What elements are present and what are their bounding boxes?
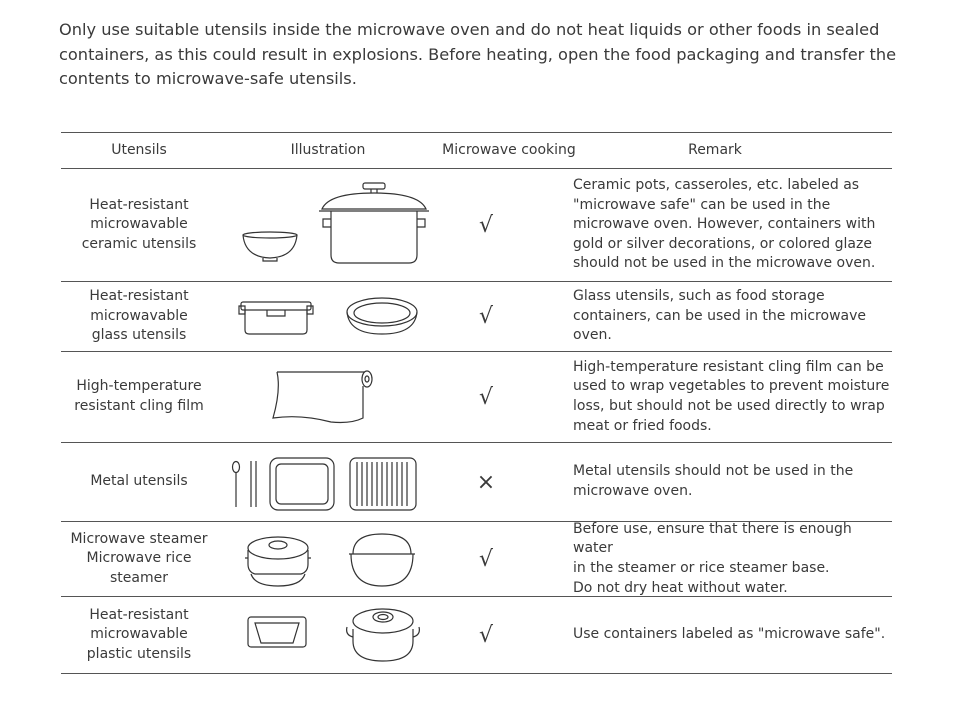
table-row	[61, 597, 892, 673]
header-microwave-cooking: Microwave cooking	[442, 142, 576, 158]
glass-storage-container-icon	[239, 300, 313, 336]
remark-cell: Metal utensils should not be used in the microwave oven.	[573, 463, 854, 499]
microwave-safe-mark: √	[478, 622, 494, 648]
glass-pie-dish-icon	[345, 296, 419, 338]
utensil-cell: Heat-resistant microwavable plastic utensils	[86, 606, 192, 662]
microwave-safe-mark: √	[478, 384, 494, 410]
header-utensils: Utensils	[111, 142, 167, 158]
plastic-baking-tray-icon	[247, 615, 307, 651]
ceramic-bowl-icon	[241, 231, 299, 263]
table-row	[61, 443, 892, 521]
header-illustration: Illustration	[290, 142, 366, 158]
cling-film-roll-icon	[271, 370, 375, 424]
remark-cell: Before use, ensure that there is enough water in the steamer or rice steamer base. Do not dry heat without water.	[573, 520, 852, 596]
microwave-safe-mark: √	[478, 212, 494, 238]
chopsticks-icon	[249, 459, 259, 509]
utensil-cell: Microwave steamer Microwave rice steamer	[70, 530, 208, 586]
table-row	[61, 352, 892, 442]
microwave-safe-mark: √	[478, 304, 494, 329]
rice-steamer-icon	[347, 532, 417, 588]
remark-cell: Glass utensils, such as food storage containers, can be used in the microwave oven.	[573, 288, 867, 344]
utensil-cell: Metal utensils	[90, 473, 188, 490]
table-bottom-rule	[61, 673, 892, 674]
table-row	[61, 282, 892, 351]
utensil-cell: Heat-resistant microwavable glass utensils	[89, 288, 189, 344]
plastic-container-with-lid-icon	[343, 605, 423, 665]
remark-cell: Use containers labeled as "microwave safe".	[573, 626, 886, 643]
ceramic-pot-with-lid-icon	[319, 183, 429, 265]
header-remark: Remark	[688, 142, 742, 158]
spoon-icon	[231, 461, 241, 509]
metal-rack-icon	[349, 457, 417, 511]
microwave-safe-mark: √	[478, 546, 494, 572]
remark-cell: Ceramic pots, casseroles, etc. labeled as "microwave safe" can be used in the microwave oven. However, containers with gold or silver decorations, or colored glaze should not be used in the microwave oven.	[573, 177, 876, 272]
microwave-steamer-icon	[245, 534, 311, 588]
intro-paragraph: Only use suitable utensils inside the microwave oven and do not heat liquids or other foods in sealed containers, as this could result in explosions. Before heating, open the food packaging and transfer the contents to microwave-safe utensils.	[59, 20, 897, 88]
remark-cell: High-temperature resistant cling film can be used to wrap vegetables to prevent moisture loss, but should not be used directly to wrap meat or fried foods.	[573, 358, 890, 434]
metal-tray-icon	[269, 457, 335, 511]
table-row	[61, 169, 892, 281]
utensil-cell: High-temperature resistant cling film	[74, 378, 204, 414]
utensil-cell: Heat-resistant microwavable ceramic utensils	[81, 196, 197, 252]
table-row	[61, 522, 892, 596]
not-allowed-mark: ×	[476, 469, 496, 495]
